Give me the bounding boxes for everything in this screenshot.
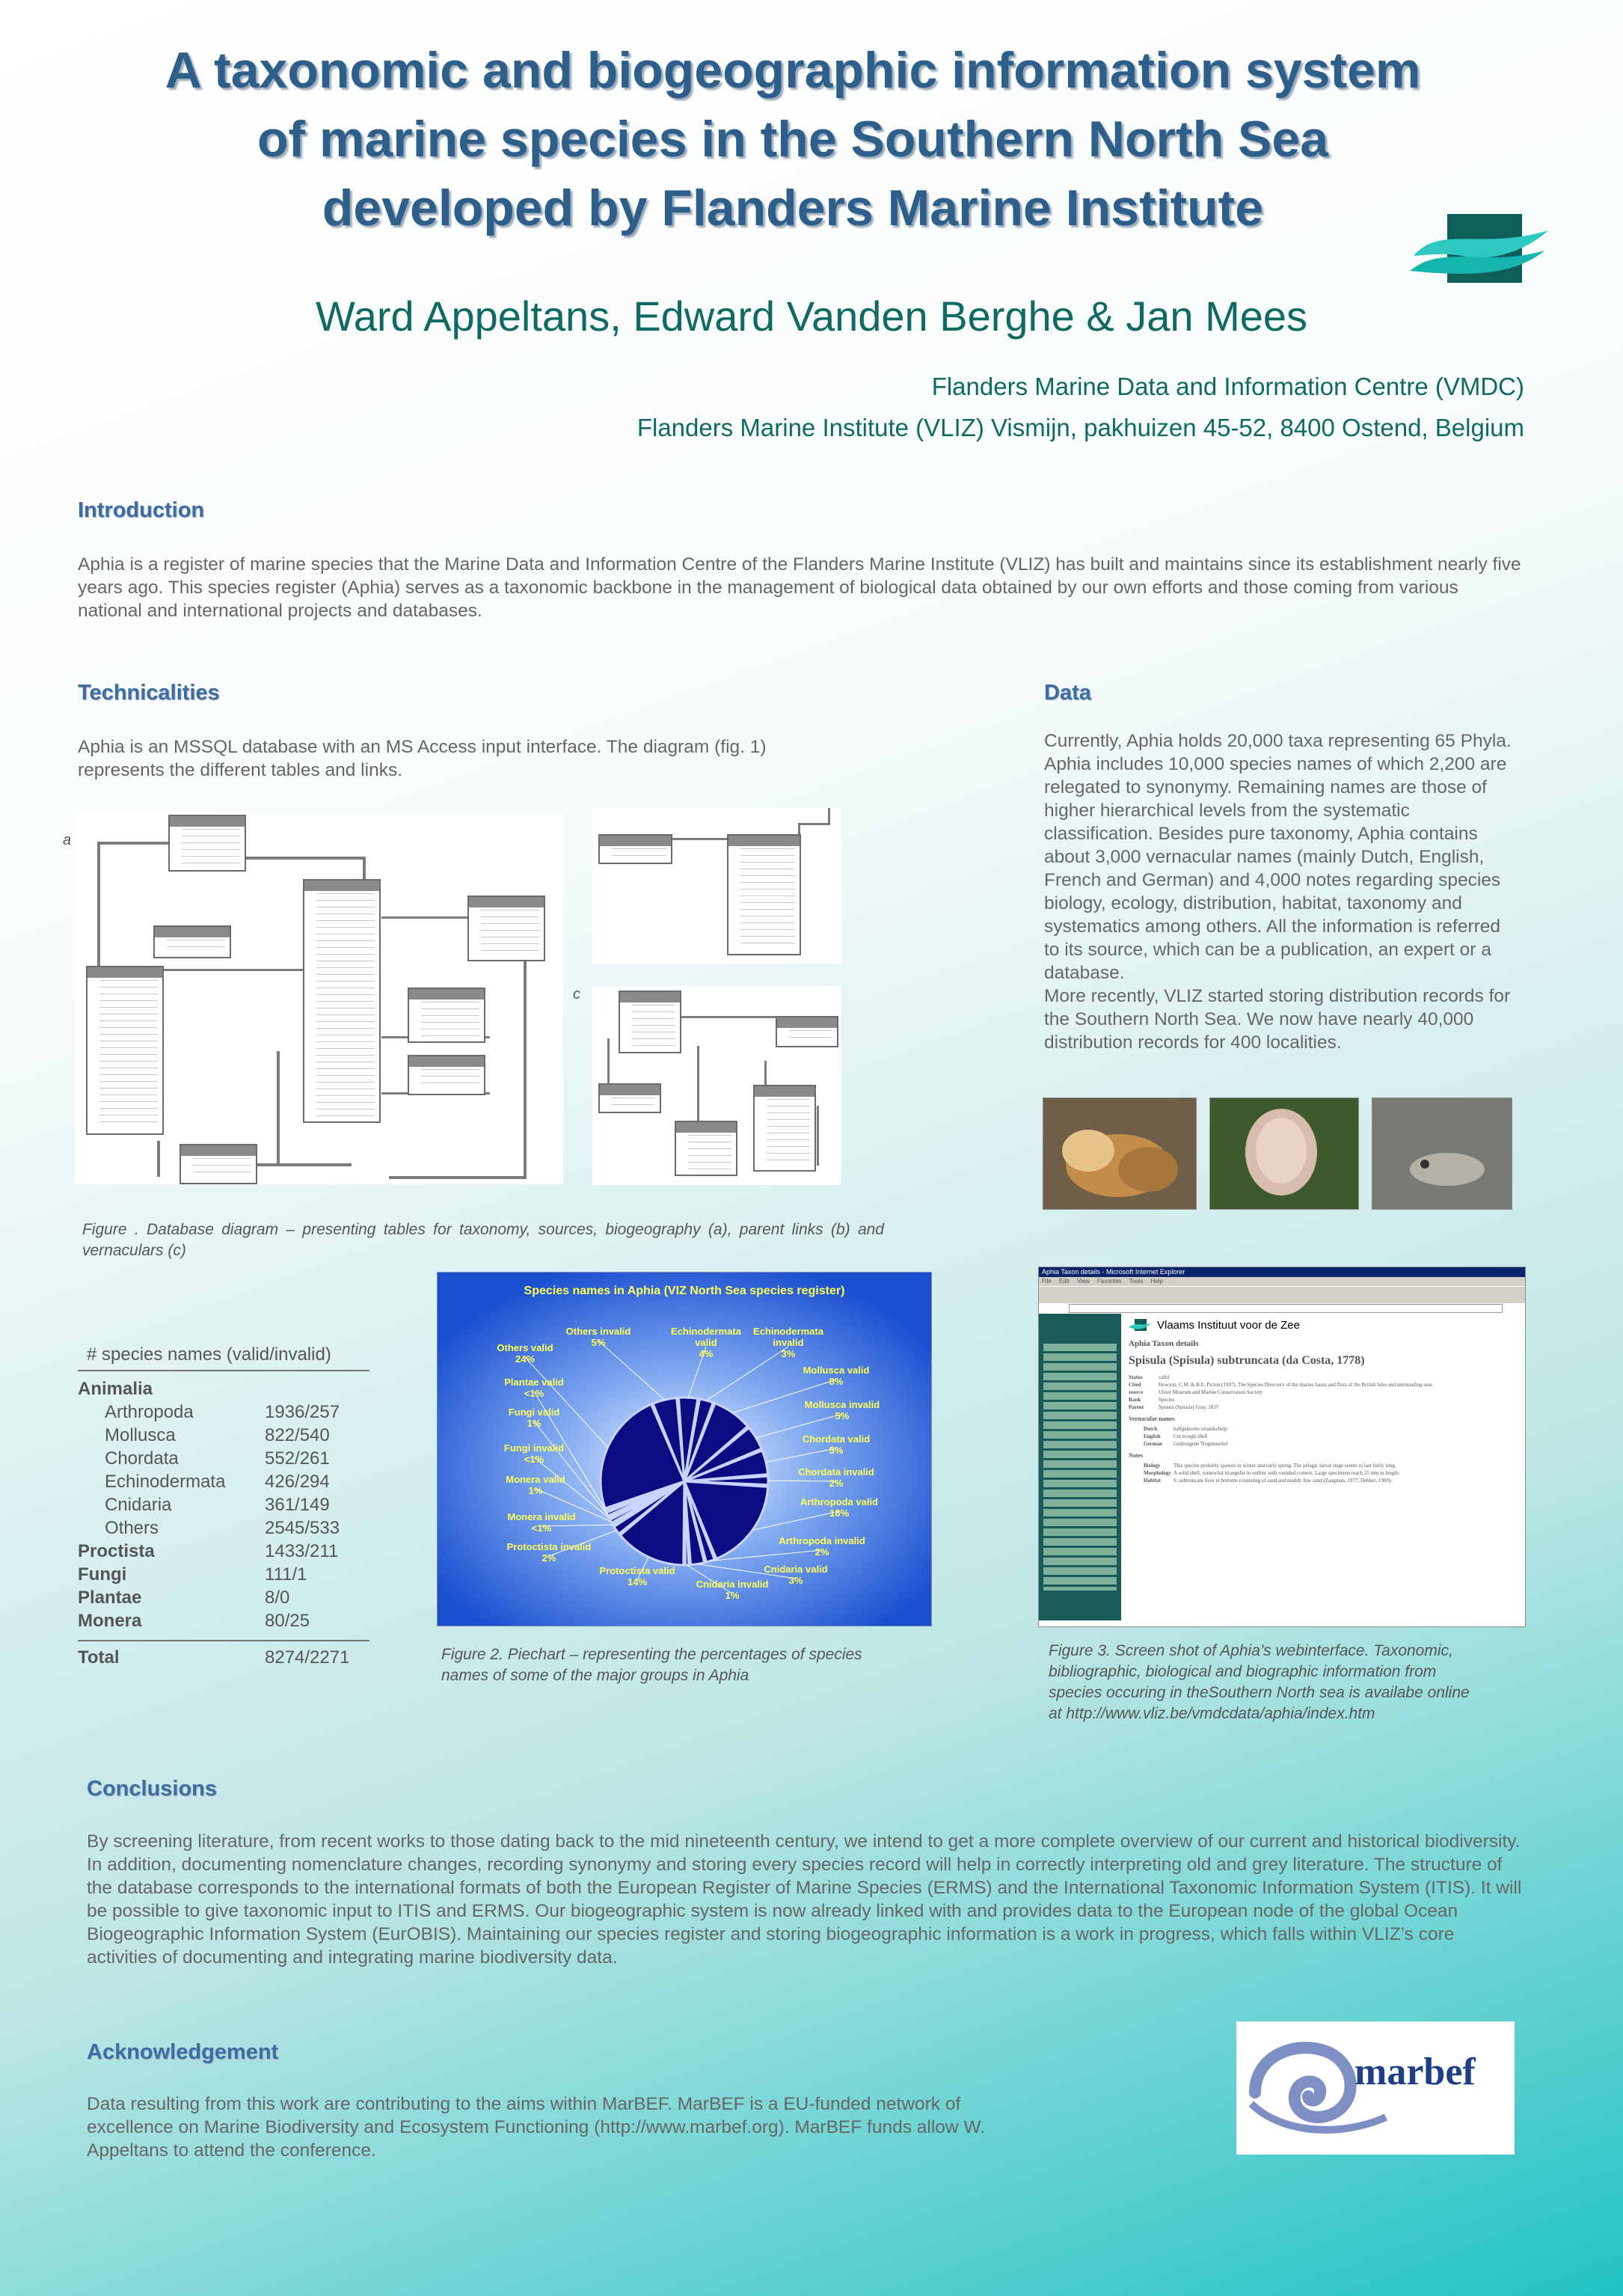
pie-label: Fungi valid 1% — [508, 1406, 560, 1429]
pie-label: Arthropoda invalid 2% — [779, 1535, 865, 1558]
browser-toolbar — [1039, 1286, 1525, 1303]
database-diagram-c — [592, 986, 841, 1185]
detail-value: Howson, C.M. & B.E. Picton (1997). The Species Directory of the marine fauna and flora of the British Isles and surrounding seas — [1159, 1382, 1432, 1388]
pie-label: Protoctista valid 14% — [599, 1565, 675, 1588]
row-value: 822/540 — [265, 1425, 330, 1445]
taxon-name: Spisula (Spisula) subtruncata (da Costa, 1778) — [1129, 1354, 1365, 1367]
detail-key: German — [1144, 1441, 1162, 1447]
database-diagram-a — [75, 812, 563, 1184]
table-row — [78, 1563, 369, 1586]
browser-menubar — [1039, 1277, 1525, 1286]
vliz-small-logo — [1129, 1318, 1151, 1332]
row-value: 8/0 — [265, 1588, 290, 1608]
notes-heading: Notes — [1129, 1452, 1144, 1459]
pie-label: Monera valid 1% — [506, 1474, 565, 1496]
technicalities-text: Aphia is an MSSQL database with an MS Access input interface. The diagram (fig. 1) represents the different tables and links. — [78, 737, 767, 780]
hermit-crab-photo — [1043, 1098, 1197, 1210]
detail-row — [1129, 1374, 1518, 1381]
detail-row — [1144, 1433, 1518, 1440]
table-row — [78, 1516, 369, 1540]
aphia-web-screenshot — [1038, 1267, 1526, 1627]
detail-value: Cut trough shell — [1173, 1433, 1208, 1439]
kingdom-animalia: Animalia — [78, 1379, 153, 1399]
table-row — [78, 1493, 369, 1516]
conclusions-text: By screening literature, from recent works to those dating back to the mid nineteenth century, we intend to get a more complete overview of our current and historical biodiversity. In addition, documenting nomenclature changes, recording synonymy and storing every species record will help in correctly interpreting old and grey literature. The structure of the database corresponds to the international formats of both the European Register of Marine Species (ERMS) and the International Taxonomic Information System (ITIS). It will be possible to give taxonomic input to ITIS and ERMS. Our biogeographic system is now already linked with and provides data to the European node of the global Ocean Biogeographic Information System (EurOBIS). Maintaining our species register and storing biogeographic information is a work in progress, which falls within VLIZ’s core activities of documenting and integrating marine biodiversity data. — [87, 1831, 1522, 1968]
pie-label: Others valid 24% — [497, 1342, 553, 1365]
figure2-caption: Figure 2. Piechart – representing the percentages of species names of some of the major groups in Aphia — [441, 1646, 862, 1684]
pie-label: Mollusca invalid 5% — [804, 1399, 880, 1421]
figure3-caption: Figure 3. Screen shot of Aphia’s webinterface. Taxonomic, bibliographic, biological and biographic information from species occuring in theSouthern North sea is availabe online at http://www.vliz.be/vmdcdata/aphia/index.htm — [1049, 1642, 1470, 1722]
row-value: 2545/533 — [265, 1518, 340, 1538]
row-value: 426/294 — [265, 1472, 330, 1492]
detail-value: S. subtruncata lives in bottoms consisting of sand and muddy fine sand (Zaagman, 1977; Dekker, 1969). — [1173, 1478, 1392, 1484]
pie-label: Chordata invalid 2% — [798, 1466, 874, 1489]
marbef-logo — [1236, 2021, 1515, 2155]
pie-label: Protoctista invalid 2% — [506, 1541, 592, 1564]
pie-label: Cnidaria valid 3% — [764, 1564, 828, 1586]
introduction-text: Aphia is a register of marine species that the Marine Data and Information Centre of the Flanders Marine Institute (VLIZ) has built and maintains since its establishment nearly five years ago. This species register (Aphia) serves as a taxonomic backbone in the management of biological data obtained by our own efforts and those coming from various national and international projects and databases. — [78, 554, 1521, 621]
detail-row — [1129, 1381, 1518, 1389]
detail-key: English — [1144, 1433, 1161, 1439]
row-name: Others — [105, 1518, 159, 1538]
detail-row — [1129, 1403, 1518, 1411]
title-line-1: A taxonomic and biogeographic information system — [165, 42, 1421, 99]
pie-label: Echinodermata valid 4% — [671, 1326, 741, 1359]
pie-label: Fungi invalid <1% — [503, 1442, 565, 1465]
detail-value: Gedrungene Trogmuschel — [1173, 1441, 1228, 1447]
table-row — [78, 1400, 369, 1424]
menu-tools[interactable]: Tools — [1129, 1278, 1144, 1285]
detail-key: source — [1129, 1389, 1144, 1395]
detail-key: Habitat — [1144, 1478, 1161, 1484]
detail-key: Morphology — [1144, 1470, 1171, 1476]
address-bar[interactable] — [1069, 1304, 1503, 1313]
row-name: Plantae — [78, 1588, 142, 1608]
species-table-header: # species names (valid/invalid) — [78, 1344, 369, 1371]
figure1-caption: Figure . Database diagram – presenting tables for taxonomy, sources, biogeography (a), parent links (b) and vernaculars (c) — [82, 1221, 884, 1259]
pie-label: Echinodermata invalid 3% — [753, 1326, 823, 1359]
row-name: Chordata — [105, 1448, 179, 1469]
total-label: Total — [78, 1647, 120, 1668]
detail-row — [1144, 1477, 1518, 1484]
detail-value: valid — [1159, 1374, 1169, 1380]
pie-label: Monera invalid <1% — [507, 1511, 576, 1534]
detail-row — [1144, 1469, 1518, 1477]
species-pie-chart — [437, 1272, 932, 1626]
title-line-2: of marine species in the Southern North Sea — [257, 111, 1329, 168]
row-value: 552/261 — [265, 1448, 330, 1469]
poster-title — [45, 36, 1541, 242]
detail-value: Spisula (Spisula) Gray, 1837 — [1159, 1404, 1219, 1410]
data-text: Currently, Aphia holds 20,000 taxa representing 65 Phyla. Aphia includes 10,000 species names of which 2,200 are relegated to synonymy. Remaining names are those of higher hierarchical levels from the systematic classification. Besides pure taxonomy, Aphia contains about 3,000 vernacular names (mainly Dutch, English, French and German) and 4,000 notes regarding species biology, ecology, distribution, habitat, taxonomy and systematics among others. All the information is referred to its source, which can be a publication, an expert or a database. More recently, VLIZ started storing distribution records for the Southern North Sea. We now have nearly 40,000 distribution records for 400 localities. — [1044, 731, 1512, 1053]
page-heading: Aphia Taxon details — [1129, 1339, 1199, 1348]
site-sidebar — [1039, 1314, 1121, 1620]
pie-title: Species names in Aphia (VIZ North Sea species register) — [524, 1285, 845, 1297]
row-name: Mollusca — [105, 1425, 176, 1445]
table-row — [78, 1447, 369, 1470]
acknowledgement-heading: Acknowledgement — [87, 2040, 279, 2064]
site-name: Vlaams Instituut voor de Zee — [1157, 1318, 1300, 1332]
sea-urchin-photo — [1209, 1098, 1359, 1210]
table-row — [78, 1424, 369, 1447]
conclusions-heading: Conclusions — [87, 1777, 218, 1801]
row-name: Arthropoda — [105, 1402, 194, 1422]
pie-label: Chordata valid 5% — [802, 1433, 871, 1456]
detail-value: halfgeknotte strandschelp — [1173, 1426, 1227, 1432]
detail-key: Cited — [1129, 1382, 1141, 1388]
authors: Ward Appeltans, Edward Vanden Berghe & Jan Mees — [315, 293, 1308, 340]
menu-file[interactable]: File — [1042, 1278, 1052, 1285]
fig-label-c: c — [573, 986, 580, 1002]
affiliation-vliz: Flanders Marine Institute (VLIZ) Vismijn, pakhuizen 45-52, 8400 Ostend, Belgium — [636, 414, 1524, 441]
total-value: 8274/2271 — [265, 1647, 350, 1668]
vernacular-heading: Vernacular names — [1129, 1415, 1175, 1422]
table-row — [78, 1470, 369, 1493]
detail-value: Ulster Museum and Marine Conservation Society — [1159, 1389, 1263, 1395]
detail-value: This species probably spawns in winter and early spring. The pelagic larval stage seems to last fairly long. — [1173, 1463, 1396, 1469]
detail-row — [1144, 1462, 1518, 1469]
pie-label: Arthropoda valid 18% — [800, 1496, 879, 1519]
marbef-wordmark: marbef — [1354, 2051, 1476, 2093]
row-value: 1936/257 — [265, 1402, 340, 1422]
detail-value: A solid shell, somewhat triangular in outline with rounded corners. Large specimens reach 25 mm in length. — [1173, 1470, 1400, 1476]
row-value: 361/149 — [265, 1495, 330, 1515]
affiliation-vmdc: Flanders Marine Data and Information Centre (VMDC) — [931, 373, 1524, 400]
species-table — [78, 1344, 369, 1669]
database-diagram-b — [592, 808, 841, 964]
detail-row — [1129, 1389, 1518, 1396]
table-row — [78, 1586, 369, 1609]
acknowledgement-text: Data resulting from this work are contributing to the aims within MarBEF. MarBEF is a EU-funded network of excellence on Marine Biodiversity and Ecosystem Functioning (http://www.marbef.org). MarBEF funds allow W. Appeltans to attend the conference. — [87, 2094, 985, 2161]
row-name: Monera — [78, 1611, 142, 1631]
row-value: 80/25 — [265, 1611, 310, 1631]
detail-key: Biology — [1144, 1463, 1161, 1469]
menu-help[interactable]: Help — [1150, 1278, 1163, 1285]
technicalities-heading: Technicalities — [78, 681, 220, 705]
detail-key: Parent — [1129, 1404, 1144, 1410]
menu-edit[interactable]: Edit — [1058, 1278, 1070, 1285]
introduction-heading: Introduction — [78, 498, 205, 522]
pie-label: Plantae valid <1% — [504, 1377, 564, 1399]
row-name: Proctista — [78, 1541, 155, 1561]
browser-titlebar: Aphia Taxon details - Microsoft Internet Explorer — [1039, 1267, 1525, 1277]
menu-view[interactable]: View — [1076, 1278, 1090, 1285]
row-name: Cnidaria — [105, 1495, 172, 1515]
detail-row — [1129, 1396, 1518, 1403]
menu-favorites[interactable]: Favorites — [1096, 1278, 1122, 1285]
detail-row — [1144, 1440, 1518, 1448]
fig-label-a: a — [63, 832, 72, 848]
data-heading: Data — [1044, 681, 1091, 705]
detail-value: Species — [1159, 1397, 1175, 1403]
detail-key: Status — [1129, 1374, 1143, 1380]
table-row — [78, 1609, 369, 1632]
vliz-logo — [1410, 209, 1552, 288]
row-value: 1433/211 — [265, 1541, 339, 1561]
pie-label: Others invalid 5% — [565, 1326, 631, 1348]
pie-label: Mollusca valid 8% — [803, 1365, 870, 1387]
row-name: Echinodermata — [105, 1472, 226, 1492]
detail-key: Dutch — [1144, 1426, 1158, 1432]
pie-label: Cnidaria invalid 1% — [696, 1579, 769, 1601]
detail-row — [1144, 1425, 1518, 1433]
sidebar-menu[interactable] — [1043, 1344, 1117, 1591]
row-name: Fungi — [78, 1564, 127, 1585]
fish-photo — [1372, 1098, 1512, 1210]
row-value: 111/1 — [265, 1564, 307, 1585]
title-line-3: developed by Flanders Marine Institute — [322, 180, 1264, 236]
detail-key: Rank — [1129, 1397, 1141, 1403]
table-row — [78, 1540, 369, 1563]
